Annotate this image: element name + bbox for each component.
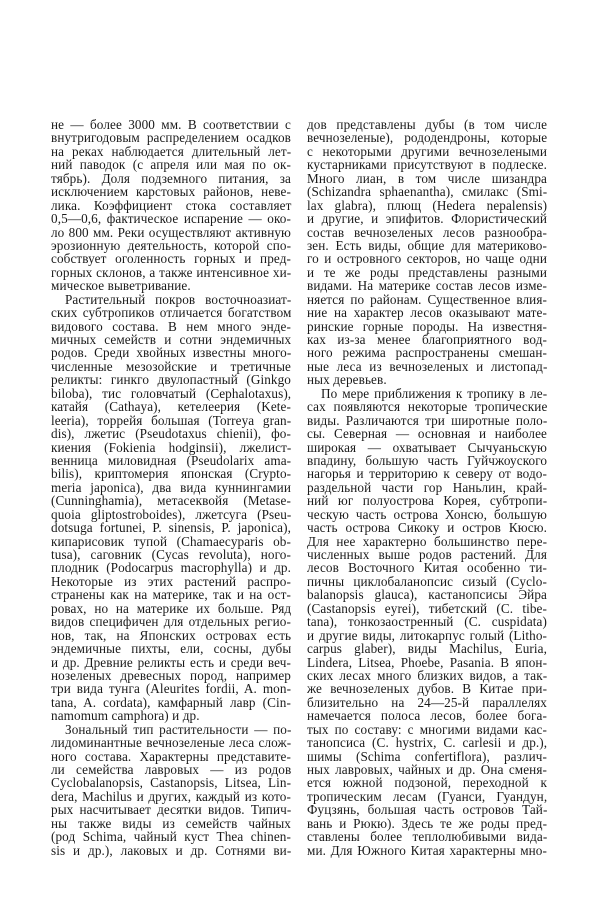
- text-line: (Schizandra sphaenantha), смилакс (Smi-: [307, 184, 548, 200]
- text-line: Lindera, Litsea, Phoebe, Pasania. В япон-: [307, 654, 548, 670]
- text-line: сы. Северная — основная и наиболее: [307, 426, 547, 442]
- text-line: и другие виды, литокарпус голый (Litho-: [307, 627, 547, 643]
- text-line: bilis), криптомерия японская (Crypto-: [51, 466, 292, 482]
- text-line: (род Schima, чайный куст Thea chinen-: [51, 829, 291, 845]
- text-line: зен. Есть виды, общие для материково-: [307, 237, 547, 253]
- text-line: видового состава. В нем много энде-: [51, 318, 291, 334]
- text-line: dera, Machilus и других, каждый из кото-: [51, 788, 291, 804]
- text-line: ровах, но на материке их больше. Ряд: [51, 600, 292, 616]
- text-line: lax glabra), плющ (Hedera nepalensis): [307, 197, 548, 213]
- text-line: эндемичные пихты, ели, сосны, дубы: [51, 641, 292, 657]
- text-line: ний юг полуострова Корея, субтропи-: [307, 493, 548, 509]
- text-line: нагорья и территорию к северу от водо-: [307, 466, 547, 482]
- text-line: горных склонов, а также интенсивное хи-: [51, 264, 292, 280]
- text-line: кустарниками присутствуют в подлеске.: [307, 157, 547, 173]
- text-line: видов специфичен для отдельных регио-: [51, 614, 291, 630]
- text-line: пичны циклобаланопсис сизый (Cyclo-: [307, 573, 547, 589]
- text-column-left: [51, 118, 291, 857]
- text-line: По мере приближения к тропику в ле-: [321, 385, 548, 401]
- text-line: и другие, и эпифитов. Флористический: [307, 211, 547, 227]
- text-line: плодник (Podocarpus macrophylla) и др.: [51, 560, 291, 576]
- text-line: (Cunninghamia), метасеквойя (Metase-: [51, 493, 291, 509]
- text-line: вань и Рюкю). Здесь те же роды пред-: [307, 815, 548, 831]
- text-line: численных выше родов растений. Для: [307, 547, 547, 562]
- text-line: quoia gliptostroboides), лжетсуга (Pseu-: [51, 506, 292, 522]
- text-line: катайя (Cathaya), кетелеерия (Kete-: [51, 399, 291, 415]
- text-line: кипарисовик тупой (Chamaecyparis ob-: [51, 533, 291, 549]
- text-line: часть острова Сикоку и остров Кюсю.: [307, 520, 547, 536]
- text-line: три вида тунга (Aleurites fordii, A. mon-: [51, 681, 292, 697]
- text-line: лидоминантные вечнозеленые леса слож-: [51, 735, 292, 751]
- text-line: tusa), саговник (Cycas revoluta), ного-: [51, 547, 291, 562]
- text-line: собствует оголенность горных и пред-: [51, 251, 291, 267]
- text-line: тябрь). Доля подземного питания, за: [51, 170, 291, 186]
- text-line: лика. Коэффициент стока составляет: [51, 197, 292, 213]
- text-line: впадину, большую часть Гуйчжоуского: [307, 452, 548, 468]
- text-line: сах появляются некоторые тропические: [307, 399, 548, 415]
- text-line: Некоторые из этих растений распро-: [51, 573, 291, 589]
- text-line: широкая — охватывает Сычуаньскую: [307, 439, 547, 455]
- text-line: ного состава. Характерны представите-: [51, 748, 291, 764]
- text-line: ется южной подзоной, переходной к: [307, 775, 547, 791]
- text-line: ний паводок (с апреля или мая по ок-: [51, 157, 291, 173]
- text-line: ских субтропиков отличается богатством: [51, 305, 292, 321]
- text-line: киения (Fokienia hodginsii), лжелист-: [51, 439, 292, 455]
- text-line: танопсиса (C. hystrix, C. carlesii и др.),: [307, 735, 548, 751]
- text-line: видами. На материке состав лесов изме-: [307, 278, 547, 294]
- text-line: ных лавровых, чайных и др. Она сменя-: [307, 762, 547, 777]
- text-line: sis и др.), лаковых и др. Сотнями ви-: [51, 842, 292, 858]
- text-line: ных деревьев.: [307, 372, 387, 388]
- text-line: нов, так, на Японских островах есть: [51, 627, 292, 643]
- text-line: шимы (Schima confertiflora), различ-: [307, 748, 547, 764]
- text-line: численные мезозойские и третичные: [51, 358, 291, 374]
- text-line: tana, A. cordata), камфарный лавр (Cin-: [51, 694, 291, 710]
- text-line: ми. Для Южного Китая характерны мно-: [307, 842, 547, 858]
- text-line: ли семейства лавровых — из родов: [51, 762, 292, 777]
- text-line: вечнозеленые), рододендроны, которые: [307, 130, 548, 146]
- text-line: meria japonica), два вида куннингамии: [51, 479, 291, 495]
- text-line: тых по составу: с многими видами кас-: [307, 721, 547, 737]
- text-line: же вечнозеленых дубов. В Китае при-: [307, 681, 548, 697]
- text-line: состав вечнозеленых лесов разнообра-: [307, 224, 547, 240]
- text-line: Зональный тип растительности — по-: [65, 721, 292, 737]
- text-line: Для нее характерно большинство пере-: [307, 533, 548, 549]
- text-line: namomum camphora) и др.: [51, 708, 200, 724]
- text-line: виды. Различаются три широтные поло-: [307, 412, 548, 428]
- text-line: дов представлены дубы (в том числе: [307, 117, 548, 132]
- text-line: ного режима распространены смешан-: [307, 345, 547, 361]
- text-line: dis), лжетис (Pseudotaxus chienii), фо-: [51, 426, 291, 442]
- text-line: Cyclobalanopsis, Castanopsis, Litsea, Lin-: [51, 775, 292, 791]
- text-line: biloba), тис головчатый (Cephalotaxus),: [51, 385, 292, 401]
- text-line: ских лесах много близких видов, а так-: [307, 667, 548, 683]
- text-line: balanopsis glauca), кастанопсисы Эйра: [307, 587, 547, 603]
- text-line: (Castanopsis eyrei), тибетский (C. tibe-: [307, 600, 547, 616]
- text-line: carpus glaber), виды Machilus, Euria,: [307, 641, 548, 657]
- text-line: тропическим лесам (Гуанси, Гуандун,: [307, 788, 548, 804]
- text-line: на реках наблюдается длительный лет-: [51, 143, 292, 159]
- text-line: странены как на материке, так и на ост-: [51, 587, 291, 603]
- text-line: и др. Древние реликты есть и среди веч-: [51, 654, 291, 670]
- text-line: мичных семейств и сотни эндемичных: [51, 332, 292, 347]
- text-line: dotsuga fortunei, P. sinensis, P. japonica),: [51, 520, 291, 536]
- text-line: раздельной части гор Наньлин, край-: [307, 479, 548, 495]
- text-line: рых насчитывает десятки видов. Типич-: [51, 802, 292, 818]
- text-line: с некоторыми другими вечнозелеными: [307, 143, 547, 159]
- text-line: нозеленых древесных пород, например: [51, 667, 291, 683]
- text-column-right: [307, 118, 547, 857]
- text-line: лесов Восточного Китая особенно ти-: [307, 560, 547, 576]
- text-line: не — более 3000 мм. В соответствии с: [51, 117, 291, 132]
- text-line: Растительный покров восточноазиат-: [65, 291, 292, 307]
- text-line: ло 800 мм. Реки осуществляют активную: [51, 224, 291, 240]
- text-line: реликты: гинкго двулопастный (Ginkgo: [51, 372, 291, 388]
- text-line: ные леса из вечнозеленых и листопад-: [307, 358, 548, 374]
- text-line: ние на характер лесов оказывают мате-: [307, 305, 547, 321]
- text-line: Фуцзянь, большая часть островов Тай-: [307, 802, 548, 818]
- text-line: и те же роды представлены разными: [307, 264, 547, 280]
- text-line: tana), тонкозаостренный (C. cuspidata): [307, 614, 547, 630]
- text-line: го и островного секторов, но чаще одни: [307, 251, 547, 267]
- text-line: leeria), торрейя большая (Torreya gran-: [51, 412, 292, 428]
- text-line: родов. Среди хвойных известны много-: [51, 345, 292, 361]
- text-line: близительно на 24—25-й параллелях: [307, 694, 547, 710]
- text-line: 0,5—0,6, фактическое испарение — око-: [51, 211, 291, 227]
- text-line: ках из-за менее благоприятного вод-: [307, 332, 547, 347]
- text-line: няется по районам. Существенное влия-: [307, 291, 547, 307]
- text-line: ческую часть острова Хонсю, большую: [307, 506, 547, 522]
- text-line: исключением карстовых районов, неве-: [51, 184, 291, 200]
- text-line: ринские горные породы. На известня-: [307, 318, 548, 334]
- text-line: ставлены более теплолюбивыми вида-: [307, 829, 548, 845]
- text-line: ны также виды из семейств чайных: [51, 815, 291, 831]
- text-line: венница миловидная (Pseudolarix ama-: [51, 452, 292, 468]
- text-line: внутригодовым распределением осадков: [51, 130, 291, 146]
- text-line: намечается полоса лесов, более бога-: [307, 708, 547, 724]
- text-line: мическое выветривание.: [51, 278, 191, 294]
- text-line: Много лиан, в том числе шизандра: [307, 170, 547, 186]
- text-line: эрозионную деятельность, которой спо-: [51, 237, 292, 253]
